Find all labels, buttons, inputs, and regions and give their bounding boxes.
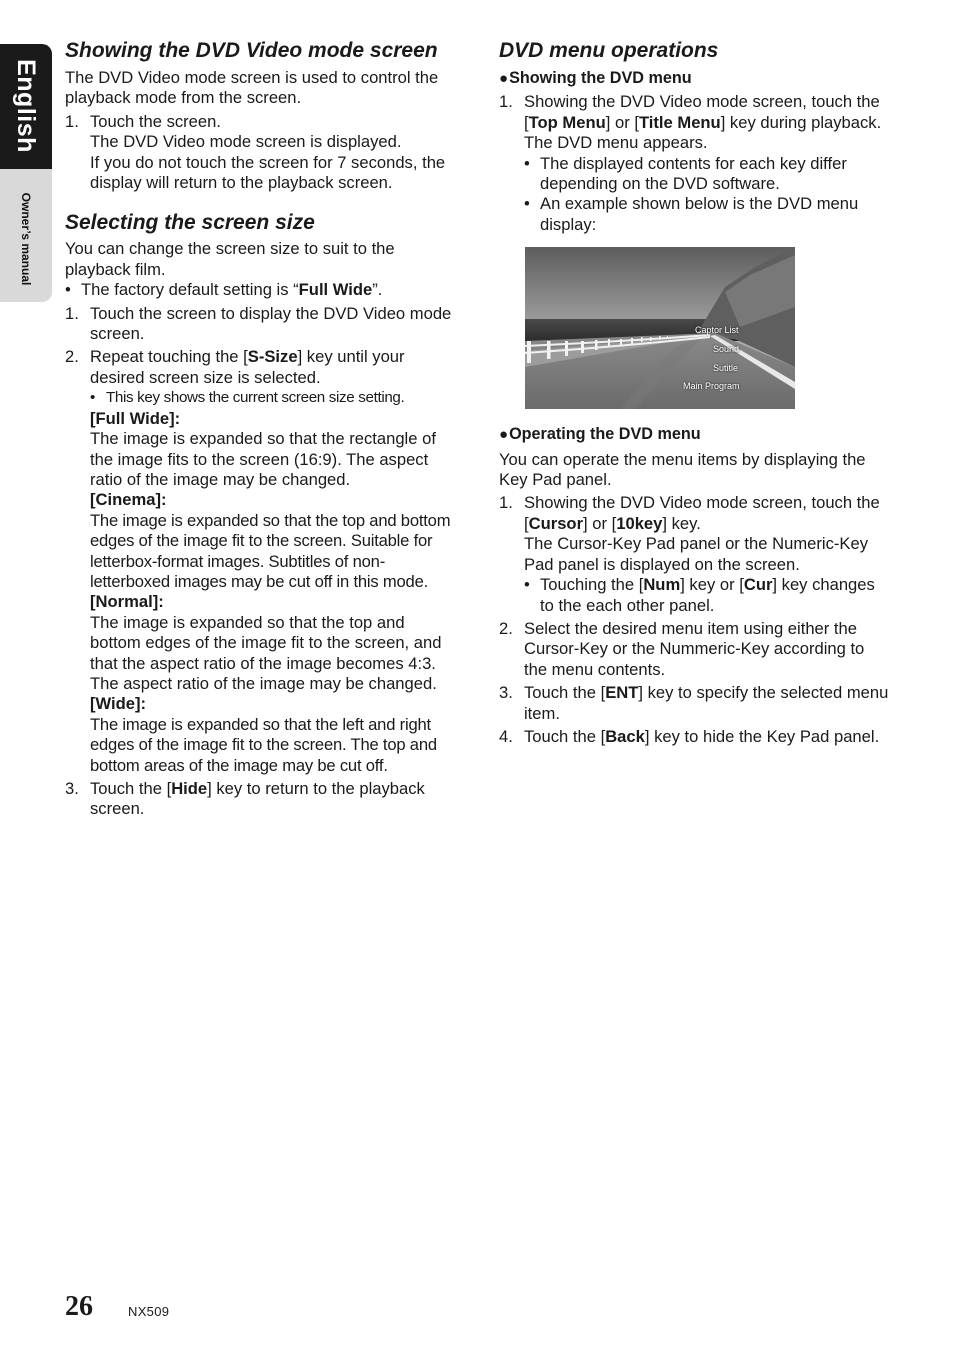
step-number: 4. (499, 726, 513, 746)
key-name: Hide (171, 779, 208, 798)
key-name: Title Menu (638, 112, 721, 132)
bullet-dot: • (524, 575, 530, 595)
operating-menu-step-1 (499, 493, 891, 615)
step-text: Select the desired menu item using either the Cursor-Key or the Nummeric-Key according to the menu contents. (524, 618, 865, 679)
section-title-dvd-video-mode: Showing the DVD Video mode screen (65, 39, 438, 62)
page-number: 26 (65, 1291, 93, 1322)
mode-text-wide: The image is expanded so that the left and right edges of the image fit to the screen. The top and bottom areas of the image may be cut off. (90, 714, 437, 775)
step-number: 1. (65, 111, 79, 131)
manual-label: Owner’s manual (19, 192, 34, 286)
step-result: The DVD Video mode screen is displayed. (90, 132, 402, 152)
subheading-showing-dvd-menu: ●Showing the DVD menu (499, 69, 692, 87)
language-label: English (12, 59, 41, 153)
mode-label-cinema: [Cinema]: (90, 490, 167, 510)
right-column (499, 38, 891, 747)
dvd-menu-example-image (525, 247, 795, 409)
step-result: The DVD menu appears. (524, 133, 708, 153)
dvd-video-mode-step-1 (65, 112, 457, 194)
circle-bullet-icon: ● (499, 70, 509, 87)
operating-menu-intro: You can operate the menu items by displaying the Key Pad panel. (499, 449, 866, 490)
mode-label-normal: [Normal]: (90, 592, 164, 612)
step-number: 2. (65, 347, 79, 367)
dvd-video-mode-intro: The DVD Video mode screen is used to control the playback mode from the screen. (65, 68, 439, 108)
showing-menu-bullet-1: • The displayed contents for each key differ depending on the DVD software. (524, 153, 847, 194)
screen-size-step-3 (65, 779, 457, 820)
key-name: Back (605, 726, 645, 746)
screen-size-step-1 (65, 304, 457, 345)
step-text: Repeat touching the [S-Size] key until your desired screen size is selected. (90, 347, 405, 387)
key-name: ENT (605, 683, 639, 703)
screen-size-step-2 (65, 347, 457, 776)
step-number: 1. (65, 303, 79, 323)
operating-menu-bullet: • Touching the [Num] key or [Cur] key changes to the each other panel. (524, 575, 875, 615)
key-name: Top Menu (528, 112, 606, 132)
step-result: The Cursor-Key Pad panel or the Numeric-Key Pad panel is displayed on the screen. (524, 534, 869, 574)
bullet-dot: • (65, 280, 71, 300)
bullet-dot: • (524, 153, 530, 173)
step-text: Touch the screen to display the DVD Video mode screen. (90, 303, 452, 344)
step-text: Touch the screen. (90, 111, 221, 131)
dvd-menu-item-2: Sound (713, 344, 740, 355)
coastal-road-photo (525, 247, 795, 409)
step-text: Touch the [ENT] key to specify the selected menu item. (524, 683, 889, 723)
key-name: Num (643, 575, 681, 595)
mode-label-full-wide: [Full Wide]: (90, 408, 181, 428)
step-number: 3. (65, 779, 79, 798)
step-text: Touch the [Hide] key to return to the playback screen. (90, 779, 425, 819)
bullet-dot: • (90, 389, 95, 407)
bullet-dot: • (524, 194, 530, 214)
showing-menu-bullet-2: • An example shown below is the DVD menu display: (524, 194, 859, 234)
dvd-menu-item-4: Main Program (683, 381, 740, 392)
screen-size-intro: You can change the screen size to suit to the playback film. (65, 239, 395, 279)
section-title-dvd-menu-operations: DVD menu operations (499, 39, 719, 62)
key-name: Cur (743, 575, 773, 595)
step-number: 2. (499, 618, 513, 638)
step-note: If you do not touch the screen for 7 seconds, the display will return to the playback screen. (90, 152, 446, 193)
language-side-tab (0, 44, 52, 302)
step-number: 3. (499, 683, 513, 703)
dvd-menu-item-3: Sutitle (713, 363, 739, 374)
operating-menu-step-2 (499, 619, 891, 680)
dvd-menu-item-1: Captor List (695, 325, 739, 336)
key-name: Cursor (528, 513, 584, 533)
circle-bullet-icon: ● (499, 426, 509, 444)
operating-menu-step-4 (499, 727, 891, 747)
mode-label-wide: [Wide]: (90, 694, 147, 714)
language-tab-block (0, 44, 52, 169)
factory-default-bullet: • The factory default setting is “Full Wide”. (65, 280, 383, 300)
mode-text-full-wide: The image is expanded so that the rectangle of the image fits to the screen (16:9). The aspect ratio of the image may be changed. (90, 429, 436, 489)
key-name: S-Size (247, 347, 298, 367)
subheading-operating-dvd-menu: ●Operating the DVD menu (499, 425, 701, 444)
step-text: Showing the DVD Video mode screen, touch the [Top Menu] or [Title Menu] key during playback. (524, 92, 882, 132)
operating-menu-step-3 (499, 683, 891, 724)
showing-menu-step-1 (499, 92, 891, 235)
step-number: 1. (499, 92, 513, 112)
step-text: Showing the DVD Video mode screen, touch the [Cursor] or [10key] key. (524, 493, 880, 533)
left-column (65, 38, 457, 820)
model-number: NX509 (128, 1304, 170, 1319)
step-number: 1. (499, 493, 513, 513)
key-name: 10key (616, 513, 663, 533)
mode-text-cinema: The image is expanded so that the top and bottom edges of the image fit to the screen. Suitable for letterbox-format images. Subtitles of non-letterboxed images may be cut off in this mode. (90, 510, 451, 591)
section-title-screen-size: Selecting the screen size (65, 211, 315, 235)
mode-text-normal: The image is expanded so that the top and bottom edges of the image fit to the screen, and that the aspect ratio of the image becomes 4:3. The aspect ratio of the image may be changed. (90, 612, 442, 693)
step-text: Touch the [Back] key to hide the Key Pad panel. (524, 726, 880, 746)
screen-size-note: • This key shows the current screen size setting. (90, 388, 457, 408)
default-value: Full Wide (298, 280, 373, 300)
